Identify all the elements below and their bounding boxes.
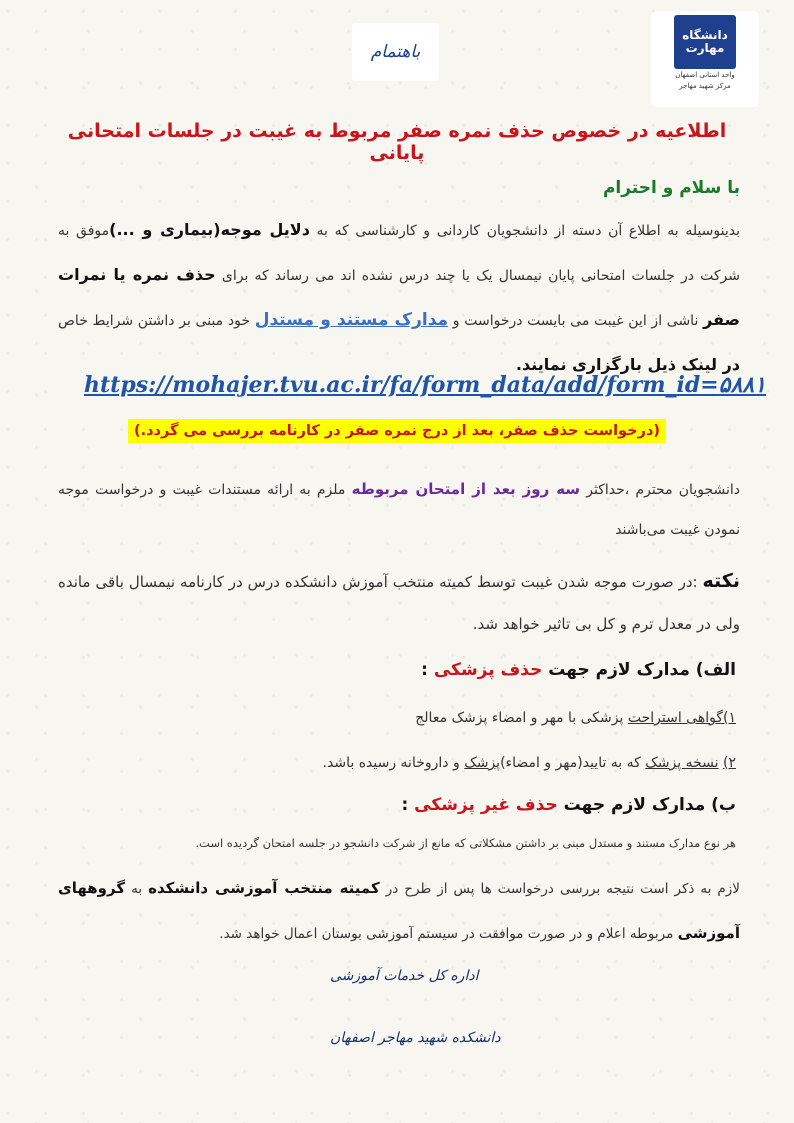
intro-text-4: خود مبنی بر داشتن شرایط خاص bbox=[58, 313, 255, 329]
review-text-3: مربوطه اعلام و در صورت موافقت در سیستم آموزشی بوستان اعمال خواهد شد. bbox=[219, 926, 678, 942]
intro-bold-3: در لینک ذیل بارگزاری نمایند. bbox=[515, 355, 740, 374]
intro-text-3: ناشی از این غیبت می بایست درخواست و bbox=[448, 313, 704, 329]
university-emblem: دانشگاه مهارت bbox=[674, 15, 736, 69]
intro-documents-highlight: مدارک مستند و مستدل bbox=[254, 310, 449, 330]
section-b-suffix: : bbox=[401, 795, 415, 815]
note-label: نکته bbox=[702, 570, 740, 592]
intro-paragraph bbox=[58, 208, 740, 388]
section-a-suffix: : bbox=[421, 660, 434, 680]
intro-text-2: موفق به شرکت در جلسات امتحانی پایان نیمسال یک یا چند درس نشده اند می رساند که برای bbox=[58, 223, 741, 284]
item-2-text-mid: که به تایید(مهر و امضاء) bbox=[500, 755, 646, 771]
note-paragraph bbox=[58, 560, 740, 645]
left-logo-text: باهتمام bbox=[370, 42, 421, 62]
review-bold-1: کمیته منتخب آموزشی دانشکده bbox=[148, 879, 380, 897]
review-paragraph bbox=[58, 866, 740, 956]
section-b-prefix: ب) مدارک لازم جهت bbox=[557, 795, 736, 815]
page-title: اطلاعیه در خصوص حذف نمره صفر مربوط به غیبت در جلسات امتحانی پایانی bbox=[67, 120, 727, 164]
nonmedical-description: هر نوع مدارک مستند و مستدل مبنی بر داشتن مشکلاتی که مانع از شرکت دانشجو در جلسه امتحان گردیده است. bbox=[195, 836, 736, 850]
intro-text-1: بدینوسیله به اطلاع آن دسته از دانشجویان کاردانی و کارشناسی که به bbox=[309, 223, 741, 239]
deadline-text-1: دانشجویان محترم ،حداکثر bbox=[580, 482, 740, 498]
item-2-number: ۲) bbox=[723, 755, 736, 771]
deadline-text-2: ملزم به ارائه مستندات غیبت و درخواست موجه نمودن غیبت می‌باشند bbox=[58, 482, 740, 538]
section-a-red: حذف پزشکی bbox=[433, 660, 543, 680]
item-2-underlined-2: پزشک bbox=[464, 755, 501, 771]
section-nonmedical-heading bbox=[401, 795, 736, 815]
review-text-1: لازم به ذکر است نتیجه بررسی درخواست ها پس از طرح در bbox=[379, 881, 741, 897]
section-medical-heading bbox=[421, 660, 736, 680]
deadline-highlight: سه روز بعد از امتحان مربوطه bbox=[351, 480, 581, 498]
university-sub-2: مرکز شهید مهاجر bbox=[679, 82, 731, 91]
upload-form-link[interactable]: https://mohajer.tvu.ac.ir/fa/form_data/add/form_id=۵۸۸۱ bbox=[84, 372, 766, 398]
intro-bold-1: دلایل موجه(بیماری و ...) bbox=[109, 220, 310, 239]
signature-college: دانشکده شهید مهاجر اصفهان bbox=[330, 1030, 501, 1046]
highlight-notice-row bbox=[0, 419, 794, 443]
highlight-notice: (درخواست حذف صفر، بعد از درج نمره صفر در کارنامه بررسی می گردد.) bbox=[128, 419, 666, 443]
review-bold-2: گروههای آموزشی bbox=[58, 879, 740, 942]
section-a-prefix: الف) مدارک لازم جهت bbox=[542, 660, 736, 680]
section-b-red: حذف غیر پزشکی bbox=[414, 795, 558, 815]
university-sub-1: واحد استانی اصفهان bbox=[675, 71, 735, 79]
item-1-text: پزشکی با مهر و امضاء پزشک معالج bbox=[415, 710, 628, 726]
left-logo bbox=[352, 23, 439, 81]
medical-item-1 bbox=[415, 710, 736, 726]
medical-item-2 bbox=[323, 755, 736, 771]
note-text: :در صورت موجه شدن غیبت توسط کمیته منتخب آموزش دانشکده درس در کارنامه نیمسال باقی مانده ولی در معدل ترم و کل بی تاثیر خواهد شد. bbox=[58, 573, 740, 633]
item-2-text: و داروخانه رسیده باشد. bbox=[322, 755, 465, 771]
intro-bold-2: حذف نمره یا نمرات صفر bbox=[58, 265, 740, 329]
item-1-number: ۱) bbox=[723, 710, 736, 726]
signature-office: اداره کل خدمات آموزشی bbox=[330, 968, 479, 984]
greeting: با سلام و احترام bbox=[602, 178, 740, 198]
item-2-underlined: نسخه پزشک bbox=[645, 755, 719, 771]
university-logo bbox=[651, 11, 759, 107]
review-text-2: به bbox=[125, 881, 149, 897]
item-1-underlined: گواهی استراحت bbox=[627, 710, 723, 726]
deadline-paragraph bbox=[58, 469, 740, 550]
